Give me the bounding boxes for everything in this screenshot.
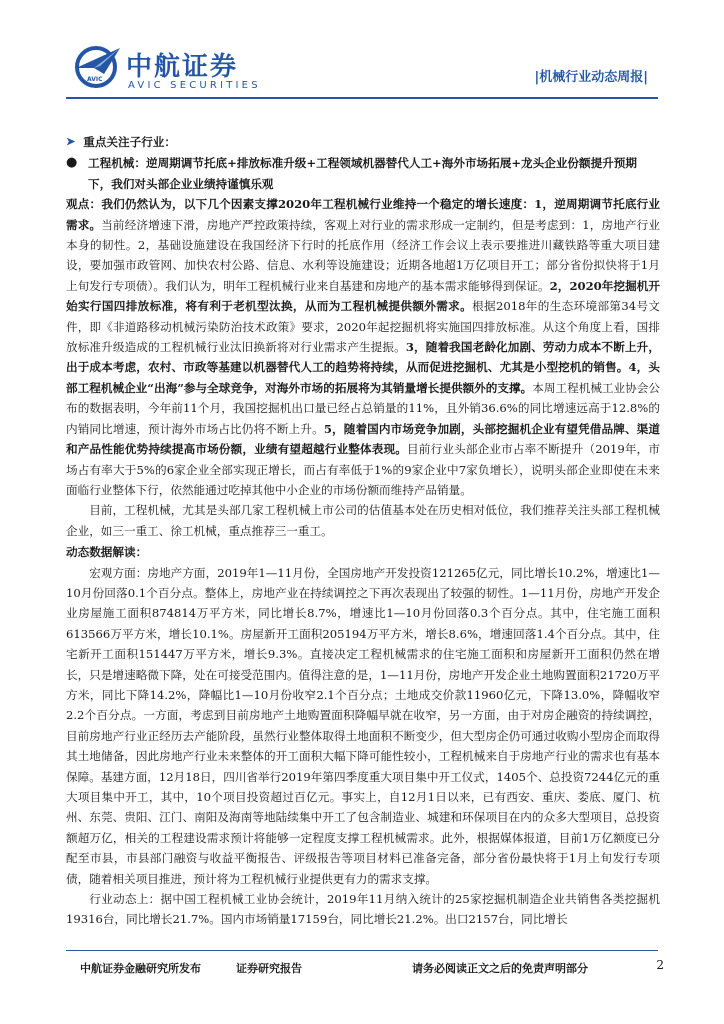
viewpoint-text: 当前经济增速下滑，房地产严控政策持续，客观上对行业的需求形成一定制约，但是考虑到：1，房地产行业本身的韧性。2，基础设施建设在我国经济下行时的托底作用（经济工作会议上表示要推进川藏铁路等重大项目建设，要加强市政管网、加快农村公路、信息、水利等设施建设；近期各地超1万亿项目开工；部分省份拟快将于1月上旬发行专项债）。我们认为，明年工程机械行业来自基建和房地产的基本需求能够得到保证。	[66, 217, 660, 293]
bullet-heading	[66, 153, 660, 194]
industry-paragraph: 行业动态上：据中国工程机械工业协会统计，2019年11月纳入统计的25家挖掘机制造企业共销售各类挖掘机19316台，同比增长21.7%。国内市场销量17159台，同比增长21.2%。出口2157台，同比增长	[66, 892, 660, 927]
brand-name-en: AVIC SECURITIES	[128, 80, 261, 91]
report-category-tag: |机械行业动态周报|	[534, 70, 648, 85]
footer-institute: 中航证券金融研究所发布	[80, 962, 201, 975]
data-section-heading: 动态数据解读：	[66, 545, 148, 560]
arrow-icon: ➤	[66, 135, 76, 148]
bullet-dot-icon: ●	[66, 155, 78, 171]
footer-report-type: 证券研究报告	[236, 962, 302, 975]
macro-paragraph: 宏观方面：房地产方面，2019年1—11月份，全国房地产开发投资121265亿元，同比增长10.2%，增速比1—10月份回落0.1个百分点。整体上，房地产业在持续调控之下再次表现出了较强的韧性。1—11月份，房地产开发企业房屋施工面积874814万平方米，同比增长8.7%，增速比1—10月份回落0.3个百分点。其中，住宅施工面积613566万平方米，增长10.1%。房屋新开工面积205194万平方米，增长8.6%，增速回落1.4个百分点。其中，住宅新开工面积151447万平方米，增长9.3%。直接决定工程机械需求的住宅施工面积和房屋新开工面积仍然在增长，只是增速略微下降，处在可接受范围内。值得注意的是，1—11月份，房地产开发企业土地购置面积21720万平方米，同比下降14.2%，降幅比1—10月份收窄2.1个百分点；土地成交价款11960亿元，下降13.0%，降幅收窄2.2个百分点。一方面，考虑到目前房地产土地购置面积降幅早就在收窄，另一方面，由于对房企融资的持续调控，目前房地产行业正经历去产能阶段，虽然行业整体取得土地面积不断变少，但大型房企仍可通过收购小型房企而取得其土地储备，因此房地产行业未来整体的开工面积大幅下降可能性较小，工程机械来自于房地产行业的需求也有基本保障。基建方面，12月18日，四川省举行2019年第四季度重大项目集中开工仪式，1405个、总投资7244亿元的重大项目集中开工，其中，10个项目投资超过百亿元。事实上，自12月1日以来，已有西安、重庆、娄底、厦门、杭州、东莞、贵阳、江门、南阳及海南等地陆续集中开工了包含制造业、城建和环保项目在内的众多大型项目，总投资额超万亿，相关的工程建设需求预计将能够一定程度支撑工程机械需求。此外，根据媒体报道，目前1万亿额度已分配至市县，市县部门融资与收益平衡报告、评级报告等项目材料已准备完备，部分省份最快将于1月上旬发行专项债，随着相关项目推进，预计将为工程机械行业提供更有力的需求支撑。	[66, 565, 660, 886]
focus-section-heading: ➤ 重点关注子行业：	[66, 132, 660, 152]
bullet-title: 工程机械：逆周期调节托底+排放标准升级+工程领域机器替代人工+海外市场拓展+龙头企业份额提升预期下，我们对头部企业业绩持谨慎乐观	[88, 156, 637, 191]
header-divider	[66, 97, 658, 99]
viewpoint-text-2: 根据2018年的生态环境部第34号文件，即《非道路移动机械污染防治技术政策》要求，2020年起挖掘机将实施国四排放标准。从这个角度上看，国排放标准升级造成的工程机械行业汰旧换新将对行业需求产生提振。	[66, 299, 660, 355]
viewpoint-point-3-4: 3，随着我国老龄化加剧、劳动力成本不断上升，出于成本考虑，农村、市政等基建以机器替代人工的趋势将持续，从而促进挖掘机、尤其是小型挖机的销售。4，头部工程机械企业“出海”参与全球竞争，对海外市场的拓展将为其销量增长提供额外的支撑。	[66, 340, 660, 395]
viewpoint-point-5: 5，随着国内市场竞争加剧，头部挖掘机企业有望凭借品牌、渠道和产品性能优势持续提高市场份额，业绩有望超越行业整体表现。	[66, 421, 660, 457]
viewpoint-text-3: 本周工程机械工业协会公布的数据表明，今年前11个月，我国挖掘机出口量已经占总销量的11%，且外销36.6%的同比增速远高于12.8%的内销同比增速，预计海外市场占比仍将不断上升。	[66, 380, 660, 436]
report-body	[66, 132, 660, 930]
viewpoint-text-4: 目前行业头部企业市占率不断提升（2019年，市场占有率大于5%的6家企业全部实现正增长，而占有率低于1%的9家企业中7家负增长），说明头部企业即使在未来面临行业整体下行，依然能通过吃掉其他中小企业的市场份额而维持产品销量。	[66, 442, 660, 497]
footer-disclaimer: 请务必阅读正文之后的免责声明部分	[412, 962, 588, 975]
viewpoint-point-2: 2，2020年挖掘机开始实行国四排放标准，将有利于老机型汰换，从而为工程机械提供额外需求。	[66, 278, 660, 314]
page-number: 2	[656, 958, 664, 972]
viewpoint-lead: 观点：我们仍然认为，以下几个因素支撑2020年工程机械行业维持一个稳定的增长速度：1，逆周期调节托底行业需求。	[66, 197, 660, 232]
svg-text:AVIC: AVIC	[87, 76, 103, 83]
viewpoint-paragraph	[66, 194, 660, 500]
avic-logo-icon	[74, 44, 122, 88]
brand-name-cn: 中航证券	[126, 52, 239, 82]
recommendation-paragraph: 目前，工程机械，尤其是头部几家工程机械上市公司的估值基本处在历史相对低位，我们推荐关注头部工程机械企业，如三一重工、徐工机械，重点推荐三一重工。	[66, 503, 660, 538]
page-header	[0, 0, 724, 110]
footer-divider	[66, 950, 658, 951]
